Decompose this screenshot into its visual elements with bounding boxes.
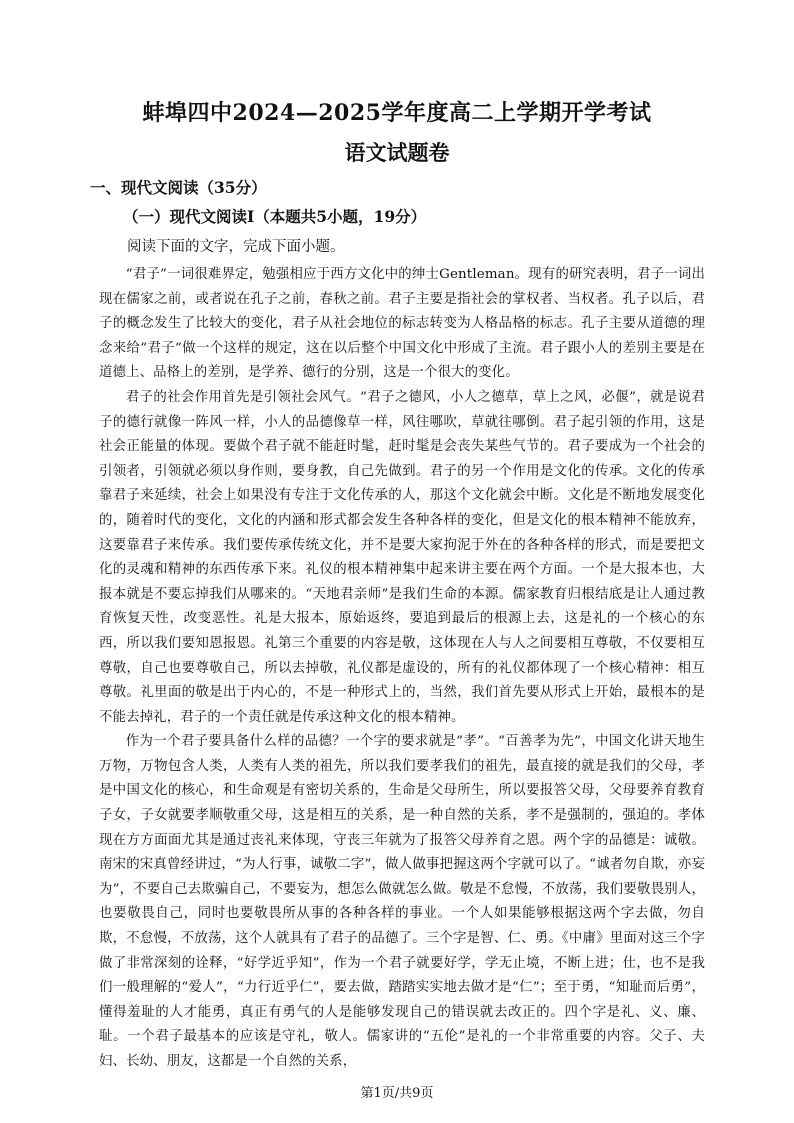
article-paragraph-3: 作为一个君子要具备什么样的品德？一个字的要求就是“孝”。“百善孝为先”，中国文化讲天地生万物，万物包含人类，人类有人类的祖先，所以我们要孝我们的祖先，最直接的就是我们的父母，孝是中国文化的核心，和生命观是有密切关系的，生命是父母所生，所以要报答父母，父母要养育教育子女，子女就要孝顺敬重父母，这是相互的关系，是一种自然的关系，孝不是强制的，强迫的。孝体现在方方面面尤其是通过丧礼来体现，守丧三年就为了报答父母养育之恩。两个字的品德是：诚敬。南宋的宋真曾经讲过，“为人行事，诚敬二字”，做人做事把握这两个字就可以了。“诚者勿自欺，亦妄为”，不要自己去欺骗自己，不要妄为，想怎么做就怎么做。敬是不怠慢，不放荡，我们要敬畏别人，也要敬畏自己，同时也要敬畏所从事的各种各样的事业。一个人如果能够根据这两个字去做，勿自欺，不怠慢，不放荡，这个人就具有了君子的品德了。三个字是智、仁、勇。《中庸》里面对这三个字做了非常深刻的诠释，“好学近乎知”，作为一个君子就要好学，学无止境，不断上进；仕，也不是我们一般理解的“爱人”，“力行近乎仁”，要去做，踏踏实实地去做才是“仁”；至于勇，“知耻而后勇”，懂得羞耻的人才能勇，真正有勇气的人是能够发现自己的错误就去改正的。四个字是礼、义、廉、耻。一个君子最基本的应该是守礼，敬人。儒家讲的“五伦”是礼的一个非常重要的内容。父子、夫妇、长幼、朋友，这都是一个自然的关系， xyxy=(99,734,705,1069)
exam-title: 蚌埠四中2024—2025学年度高二上学期开学考试 xyxy=(142,100,652,126)
exam-subtitle: 语文试题卷 xyxy=(344,140,450,165)
article-paragraph-2: 君子的社会作用首先是引领社会风气。“君子之德风，小人之德草，草上之风，必偃”，就是说君子的德行就像一阵风一样，小人的品德像草一样，风往哪吹，草就往哪倒。君子起引领的作用，这是社会正能量的体现。要做个君子就不能赶时髦，赶时髦是会丧失某些气节的。君子要成为一个社会的引领者，引领就必须以身作则，要身教，自己先做到。君子的另一个作用是文化的传承。文化的传承靠君子来延续，社会上如果没有专注于文化传承的人，那这个文化就会中断。文化是不断地发展变化的，随着时代的变化，文化的内涵和形式都会发生各种各样的变化，但是文化的根本精神不能放弃，这要靠君子来传承。我们要传承传统文化，并不是要大家拘泥于外在的各种各样的形式，而是要把文化的灵魂和精神的东西传承下来。礼仪的根本精神集中起来讲主要在两个方面。一个是大报本也，大报本就是不要忘掉我们从哪来的。“天地君亲师”是我们生命的本源。儒家教育归根结底是让人通过教育恢复天性，改变恶性。礼是大报本，原始返终，要追到最后的根源上去，这是礼的一个核心的东西，所以我们要知恩报恩。礼第三个重要的内容是敬，这体现在人与人之间要相互尊敬，不仅要相互尊敬，自己也要尊敬自己，所以去掉敬，礼仪都是虚设的，所有的礼仪都体现了一个核心精神：相互尊敬。礼里面的敬是出于内心的，不是一种形式上的，当然，我们首先要从形式上开始，最根本的是不能去掉礼，君子的一个责任就是传承这种文化的根本精神。 xyxy=(99,389,705,725)
article-paragraph-1: “君子”一词很难界定，勉强相应于西方文化中的绅士Gentleman。现有的研究表明，君子一词出现在儒家之前，或者说在孔子之前，春秋之前。君子主要是指社会的掌权者、当权者。孔子以后，君子的概念发生了比较大的变化，君子从社会地位的标志转变为人格品格的标志。孔子主要从道德的理念来给“君子”做一个这样的规定，这在以后整个中国文化中形成了主流。君子跟小人的差别主要是在道德上、品格上的差别，是学养、德行的分别，这是一个很大的变化。 xyxy=(99,267,705,381)
page-number: 第1页/共9页 xyxy=(360,1086,434,1101)
subsection-heading: （一）现代文阅读Ⅰ（本题共5小题，19分） xyxy=(123,207,427,226)
reading-instruction: 阅读下面的文字，完成下面小题。 xyxy=(127,239,345,255)
section-heading: 一、现代文阅读（35分） xyxy=(90,178,267,197)
article-body xyxy=(99,263,705,1075)
